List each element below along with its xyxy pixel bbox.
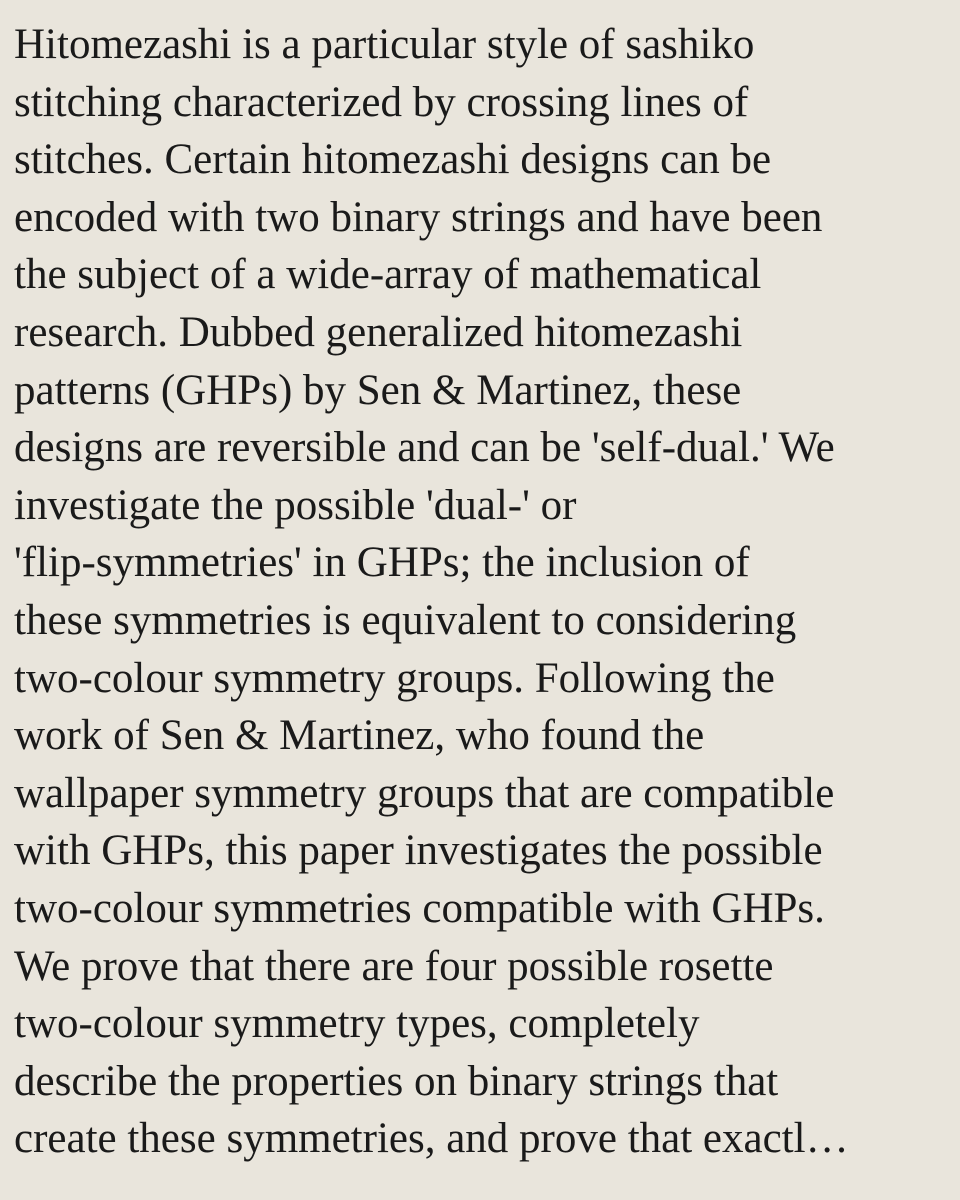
abstract-line-1: Hitomezashi is a particular style of sashiko bbox=[14, 21, 755, 68]
abstract-line-10: 'flip-symmetries' in GHPs; the inclusion of bbox=[14, 539, 750, 587]
abstract-line-16: two-colour symmetries compatible with GHPs. bbox=[14, 884, 825, 932]
abstract-line-14: wallpaper symmetry groups that are compatible bbox=[14, 769, 835, 817]
abstract-line-11: these symmetries is equivalent to considering bbox=[14, 596, 797, 644]
abstract-line-4: encoded with two binary strings and have been bbox=[14, 193, 823, 241]
abstract-line-7: patterns (GHPs) by Sen & Martinez, these bbox=[14, 366, 742, 414]
abstract-line-9: investigate the possible 'dual-' or bbox=[14, 481, 577, 529]
abstract-line-2: stitching characterized by crossing lines of bbox=[14, 78, 749, 126]
abstract-line-17: We prove that there are four possible rosette bbox=[14, 942, 774, 990]
abstract-line-20: create these symmetries, and prove that exactl… bbox=[14, 1115, 849, 1163]
abstract-line-5: the subject of a wide-array of mathematical bbox=[14, 251, 762, 299]
abstract-line-15: with GHPs, this paper investigates the possible bbox=[14, 827, 823, 875]
abstract-line-12: two-colour symmetry groups. Following the bbox=[14, 654, 775, 702]
abstract-line-8: designs are reversible and can be 'self-dual.' We bbox=[14, 424, 835, 472]
abstract-line-18: two-colour symmetry types, completely bbox=[14, 1000, 700, 1048]
abstract-text bbox=[14, 16, 946, 1168]
abstract-line-6: research. Dubbed generalized hitomezashi bbox=[14, 308, 743, 356]
abstract-line-13: work of Sen & Martinez, who found the bbox=[14, 712, 705, 760]
abstract-line-19: describe the properties on binary strings that bbox=[14, 1057, 779, 1105]
abstract-line-3: stitches. Certain hitomezashi designs can be bbox=[14, 136, 772, 184]
